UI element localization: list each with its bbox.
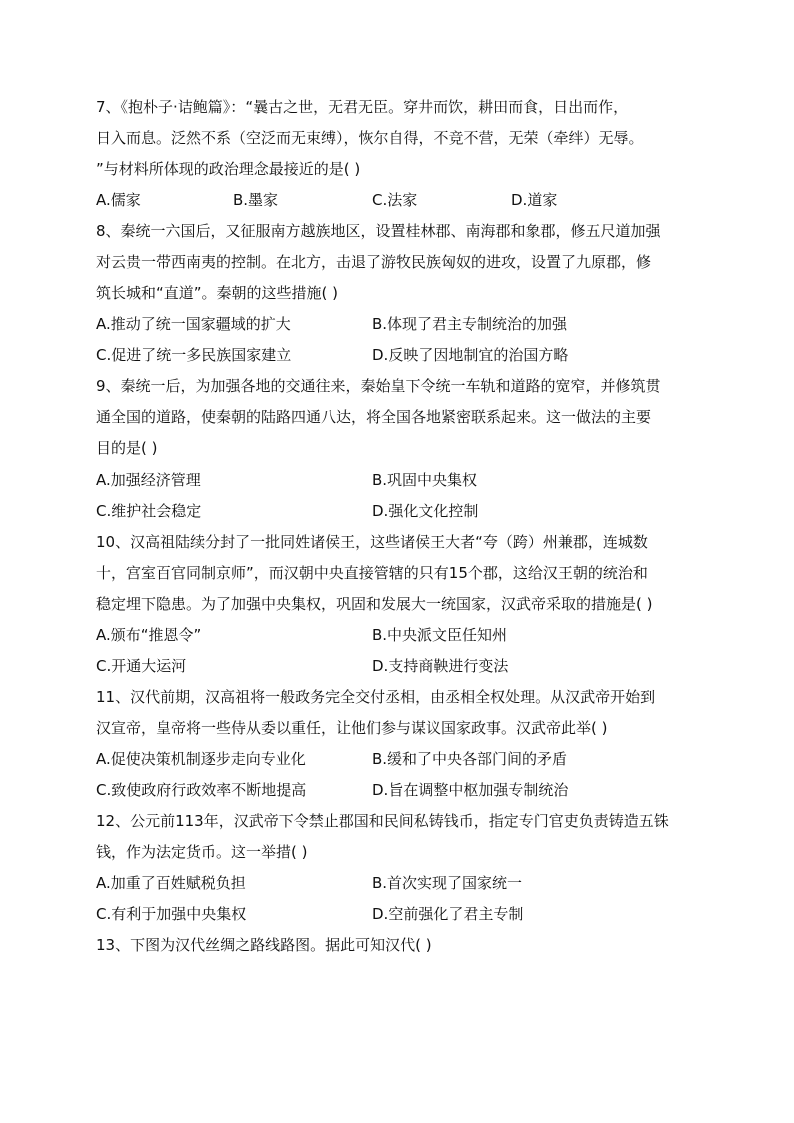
question-11-line-1: 11、汉代前期，汉高祖将一般政务完全交付丞相，由丞相全权处理。从汉武帝开始到 [96,688,656,706]
question-10-option-a[interactable]: A.颁布“推恩令” [96,626,202,644]
question-12-option-b[interactable]: B.首次实现了国家统一 [372,874,523,892]
question-10-option-d[interactable]: D.支持商鞅进行变法 [372,657,509,675]
question-11-option-d[interactable]: D.旨在调整中枢加强专制统治 [372,781,569,799]
question-7-option-d[interactable]: D.道家 [511,191,558,209]
question-7-option-a[interactable]: A.儒家 [96,191,141,209]
question-7-option-b[interactable]: B.墨家 [233,191,279,209]
question-10-line-2: 十，宫室百官同制京师”，而汉朝中央直接管辖的只有15个郡，这给汉王朝的统治和 [96,564,648,582]
question-7-line-1: 7、《抱朴子·诘鲍篇》：“曩古之世，无君无臣。穿井而饮，耕田而食，日出而作， [96,98,629,116]
question-12-option-c[interactable]: C.有利于加强中央集权 [96,905,247,923]
question-12-option-d[interactable]: D.空前强化了君主专制 [372,905,524,923]
question-13-line-1: 13、下图为汉代丝绸之路线路图。据此可知汉代( ) [96,936,432,954]
question-9-option-c[interactable]: C.维护社会稳定 [96,502,202,520]
question-9-option-d[interactable]: D.强化文化控制 [372,502,479,520]
question-7-line-2: 日入而息。泛然不系（空泛而无束缚），恢尔自得，不竞不营，无荣（牵绊）无辱。 [96,129,644,147]
question-9-option-a[interactable]: A.加强经济管理 [96,471,201,489]
question-12-line-2: 钱，作为法定货币。这一举措( ) [96,843,308,861]
question-8-option-b[interactable]: B.体现了君主专制统治的加强 [372,315,568,333]
question-7-line-3: ”与材料所体现的政治理念最接近的是( ) [96,160,361,178]
question-11-option-c[interactable]: C.致使政府行政效率不断地提高 [96,781,307,799]
question-10-line-3: 稳定埋下隐患。为了加强中央集权，巩固和发展大一统国家，汉武帝采取的措施是( ) [96,595,653,613]
question-8-line-1: 8、秦统一六国后，又征服南方越族地区，设置桂林郡、南海郡和象郡，修五尺道加强 [96,222,661,240]
question-8-option-a[interactable]: A.推动了统一国家疆域的扩大 [96,315,291,333]
question-10-line-1: 10、汉高祖陆续分封了一批同姓诸侯王，这些诸侯王大者“夸（跨）州兼郡，连城数 [96,533,648,551]
question-8-line-3: 筑长城和“直道”。秦朝的这些措施( ) [96,284,339,302]
question-10-option-b[interactable]: B.中央派文臣任知州 [372,626,508,644]
question-8-line-2: 对云贵一带西南夷的控制。在北方，击退了游牧民族匈奴的进攻，设置了九原郡，修 [96,253,652,271]
question-7-option-c[interactable]: C.法家 [372,191,418,209]
question-8-option-c[interactable]: C.促进了统一多民族国家建立 [96,346,292,364]
question-11-option-a[interactable]: A.促使决策机制逐步走向专业化 [96,750,306,768]
question-9-line-1: 9、秦统一后，为加强各地的交通往来，秦始皇下令统一车轨和道路的宽窄，并修筑贯 [96,377,661,395]
question-8-option-d[interactable]: D.反映了因地制宜的治国方略 [372,346,569,364]
question-9-line-2: 通全国的道路，使秦朝的陆路四通八达，将全国各地紧密联系起来。这一做法的主要 [96,408,652,426]
question-9-option-b[interactable]: B.巩固中央集权 [372,471,478,489]
question-11-option-b[interactable]: B.缓和了中央各部门间的矛盾 [372,750,568,768]
question-10-option-c[interactable]: C.开通大运河 [96,657,187,675]
question-9-line-3: 目的是( ) [96,439,158,457]
question-12-option-a[interactable]: A.加重了百姓赋税负担 [96,874,246,892]
question-12-line-1: 12、公元前113年，汉武帝下令禁止郡国和民间私铸钱币，指定专门官吏负责铸造五铢 [96,812,669,830]
question-11-line-2: 汉宣帝，皇帝将一些侍从委以重任，让他们参与谋议国家政事。汉武帝此举( ) [96,719,608,737]
